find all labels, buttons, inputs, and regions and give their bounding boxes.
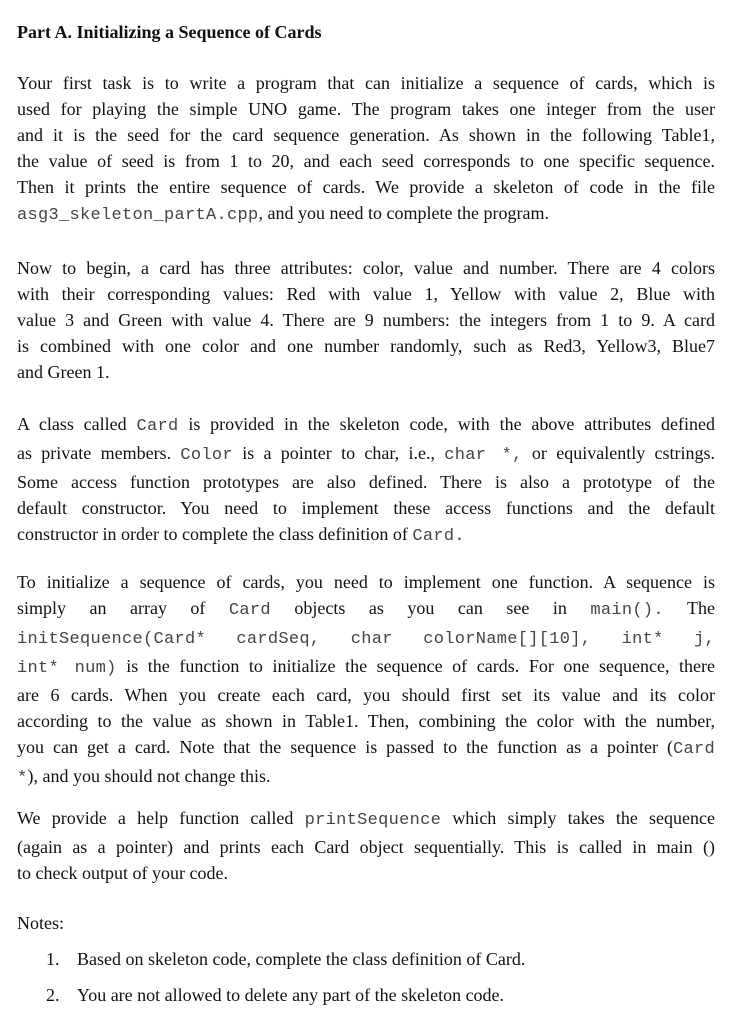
text-line [17, 495, 715, 521]
text-line [17, 70, 715, 96]
inline-code: Card. [412, 527, 465, 546]
list-item-text: You are not allowed to delete any part of the skeleton code. [77, 985, 505, 1005]
text-segment: used for playing the simple UNO game. The program takes one integer from the user [17, 99, 715, 119]
text-segment: is a pointer to char, i.e., [232, 443, 445, 463]
text-line [17, 569, 715, 595]
text-line [17, 834, 715, 860]
text-segment: A class called [17, 414, 137, 434]
inline-code: Card [228, 601, 271, 620]
text-segment: constructor in order to complete the class definition of [17, 524, 413, 544]
page-title: Part A. Initializing a Sequence of Cards [17, 22, 322, 42]
text-line [17, 255, 715, 281]
text-segment: Some access function prototypes are also defined. There is also a prototype of the [17, 472, 715, 492]
text-segment: which simply takes the sequence [441, 808, 715, 828]
notes-list [46, 946, 525, 1018]
text-line [17, 307, 715, 333]
text-segment: (again as a pointer) and prints each Card object sequentially. This is called in main () [17, 837, 715, 857]
text-segment: with their corresponding values: Red with value 1, Yellow with value 2, Blue with [17, 284, 715, 304]
paragraph-card-class [17, 411, 715, 550]
inline-code: int* num) [17, 659, 117, 678]
text-line [17, 805, 715, 834]
text-line [17, 333, 715, 359]
text-segment: The [663, 598, 715, 618]
text-segment: as private members. [17, 443, 181, 463]
text-segment: Then it prints the entire sequence of cards. We provide a skeleton of code in the file [17, 177, 715, 197]
paragraph-intro [17, 70, 715, 229]
text-segment: to check output of your code. [17, 863, 228, 883]
text-line [17, 521, 715, 550]
text-segment: you can get a card. Note that the sequence is passed to the function as a pointer ( [17, 737, 673, 757]
paragraph-card-attributes [17, 255, 715, 385]
inline-code: asg3_skeleton_partA.cpp [17, 206, 259, 225]
text-line [17, 860, 715, 886]
text-segment: Now to begin, a card has three attributes: color, value and number. There are 4 colors [17, 258, 715, 278]
text-segment: is the function to initialize the sequence of cards. For one sequence, there [116, 656, 716, 676]
inline-code: initSequence(Card* cardSeq, char colorName[][10], int* j, [17, 630, 715, 649]
text-segment: We provide a help function called [17, 808, 305, 828]
text-segment: or equivalently cstrings. [522, 443, 715, 463]
text-segment: is provided in the skeleton code, with the above attributes defined [178, 414, 716, 434]
text-line [17, 708, 715, 734]
text-segment: , and you need to complete the program. [258, 203, 549, 223]
text-line [17, 682, 715, 708]
text-segment: and Green 1. [17, 362, 110, 382]
text-segment: and it is the seed for the card sequence generation. As shown in the following Table1, [17, 125, 715, 145]
text-segment: according to the value as shown in Table1. Then, combining the color with the number, [17, 711, 715, 731]
text-segment: value 3 and Green with value 4. There are 9 numbers: the integers from 1 to 9. A card [17, 310, 715, 330]
text-line [17, 96, 715, 122]
notes-label: Notes: [17, 913, 64, 933]
text-line [17, 624, 715, 653]
text-line [17, 595, 715, 624]
text-line [17, 763, 715, 792]
text-line [17, 281, 715, 307]
text-line [17, 148, 715, 174]
text-line [17, 200, 715, 229]
paragraph-print-sequence [17, 805, 715, 886]
text-line [17, 174, 715, 200]
text-line [17, 440, 715, 469]
text-segment: default constructor. You need to implement these access functions and the default [17, 498, 715, 518]
list-item-number: 2. [46, 985, 60, 1005]
list-item [46, 982, 525, 1018]
text-line [17, 653, 715, 682]
text-line [17, 734, 715, 763]
list-item [46, 946, 525, 982]
text-segment: are 6 cards. When you create each card, you should first set its value and its color [17, 685, 715, 705]
text-line [17, 411, 715, 440]
text-segment: is combined with one color and one number randomly, such as Red3, Yellow3, Blue7 [17, 336, 715, 356]
inline-code: Card [672, 740, 715, 759]
inline-code: main(). [590, 601, 664, 620]
text-line [17, 469, 715, 495]
text-segment: ), and you should not change this. [27, 766, 271, 786]
paragraph-init-sequence [17, 569, 715, 792]
text-line [17, 359, 715, 385]
text-segment: To initialize a sequence of cards, you need to implement one function. A sequence is [17, 572, 715, 592]
text-segment: the value of seed is from 1 to 20, and each seed corresponds to one specific sequence. [17, 151, 715, 171]
text-segment: objects as you can see in [270, 598, 591, 618]
inline-code: Color [180, 446, 233, 465]
text-line [17, 122, 715, 148]
list-item-text: Based on skeleton code, complete the class definition of Card. [77, 949, 526, 969]
inline-code: Card [136, 417, 179, 436]
list-item-number: 1. [46, 949, 60, 969]
inline-code: * [17, 769, 28, 788]
text-segment: simply an array of [17, 598, 229, 618]
inline-code: printSequence [304, 811, 442, 830]
inline-code: char *, [444, 446, 523, 465]
text-segment: Your first task is to write a program that can initialize a sequence of cards, which is [17, 73, 715, 93]
